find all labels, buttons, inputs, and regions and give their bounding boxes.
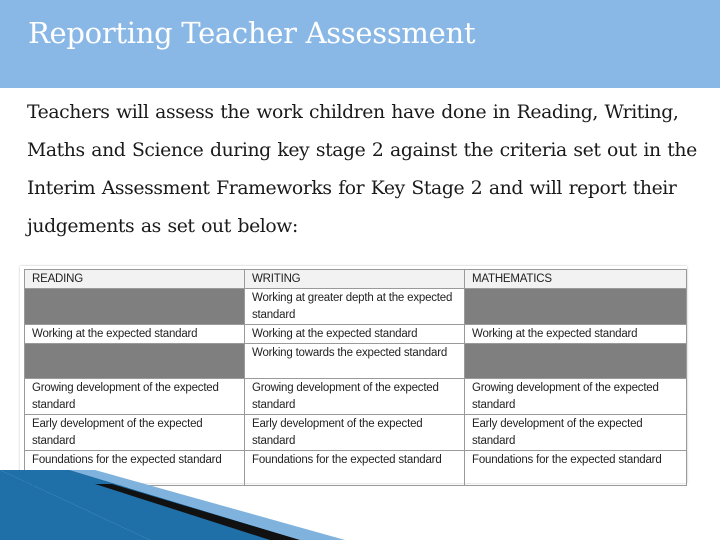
table-cell: Growing development of the expected standard [245,379,465,415]
page-title: Reporting Teacher Assessment [28,16,476,50]
table-cell: Foundations for the expected standard [245,451,465,486]
table-cell-shaded [25,344,245,379]
table-row [25,325,687,344]
decorative-swoosh [0,470,720,540]
assessment-table-image [20,266,687,483]
table-cell-shaded [465,344,687,379]
table-header-row [25,270,687,289]
table-row [25,344,687,379]
table-cell: Foundations for the expected standard [465,451,687,486]
table-cell-shaded [465,289,687,325]
table-row [25,379,687,415]
table-cell: Working towards the expected standard [245,344,465,379]
table-cell: Early development of the expected standard [25,415,245,451]
table-cell: Working at the expected standard [245,325,465,344]
table-cell: Working at the expected standard [25,325,245,344]
table-cell: Growing development of the expected standard [25,379,245,415]
table-row [25,415,687,451]
table-cell: Working at greater depth at the expected standard [245,289,465,325]
table-cell: Growing development of the expected standard [465,379,687,415]
table-cell: Working at the expected standard [465,325,687,344]
table-cell: Early development of the expected standard [465,415,687,451]
header-writing: WRITING [245,270,465,289]
table-cell: Foundations for the expected standard [25,451,245,486]
title-bar [0,0,720,88]
header-reading: READING [25,270,245,289]
assessment-table [24,269,687,486]
table-cell: Early development of the expected standard [245,415,465,451]
table-row [25,289,687,325]
body-paragraph: Teachers will assess the work children have done in Reading, Writing, Maths and Science during key stage 2 against the criteria set out in the Interim Assessment Frameworks for Key Stage 2 and will report their judgements as set out below: [27,102,697,237]
table-cell-shaded [25,289,245,325]
header-mathematics: MATHEMATICS [465,270,687,289]
